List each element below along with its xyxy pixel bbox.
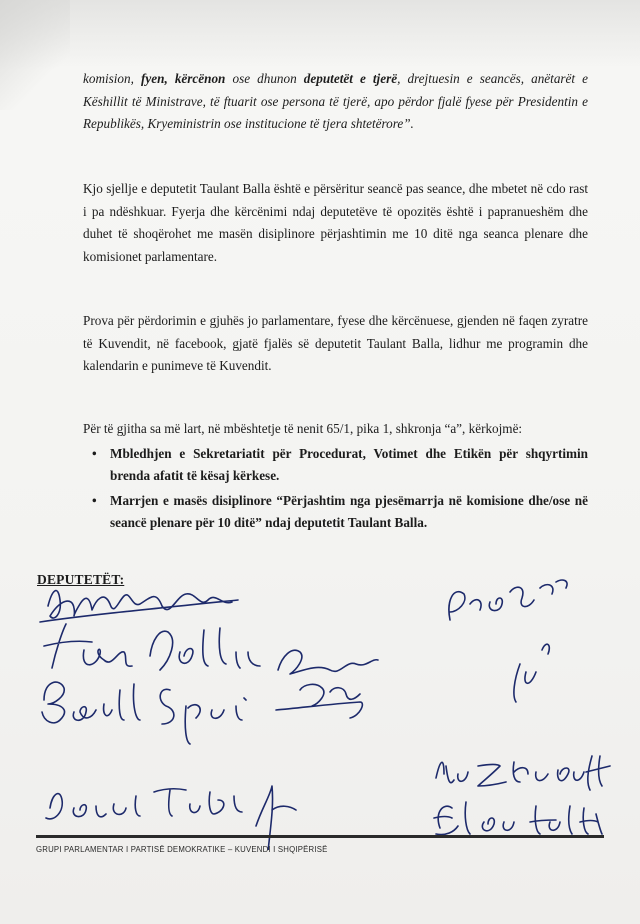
paragraph-evidence: Prova për përdorimin e gjuhës jo parlamentare, fyese dhe kërcënuese, gjenden në faqen zyratre të Kuvendit, në facebook, gjatë fjalës së deputetit Taulant Balla, lidhur me programin dhe kalendarin e punimeve të Kuvendit.	[83, 313, 588, 374]
signatures-heading: DEPUTETËT:	[37, 572, 125, 587]
emphasis-text: deputetët e tjerë	[303, 71, 398, 86]
signature-zhupa	[436, 762, 584, 786]
request-item-text: Mbledhjen e Sekretariatit për Procedurat, Votimet dhe Etikën për shqyrtimin brenda afatit të kësaj kërkese.	[110, 445, 588, 484]
bullet-icon: •	[92, 492, 97, 508]
signature-mark-mid-right	[514, 644, 549, 702]
signature-terbuni-flourish	[256, 786, 296, 850]
request-item-text: Marrjen e masës disiplinore “Përjashtim nga pjesëmarrja në komisione dhe/ose në seancë plenare për 10 ditë” ndaj deputetit Taulant Balla.	[110, 492, 588, 531]
paragraph-text: , drejtuesin e seancës, anëtarët e Këshillit të Ministrave, të ftuarit ose persona të tjerë, apo përdor fjalë fyese për Presidentin e Republikës, Kryeministrin ose institucione të tjera shtetërore”.	[83, 71, 589, 132]
paragraph-offence-definition	[83, 68, 588, 136]
emphasis-text: fyen, kërcënon	[141, 71, 226, 86]
footer-organization: GRUPI PARLAMENTAR I PARTISË DEMOKRATIKE – KUVENDI I SHQIPËRISË	[36, 845, 328, 854]
signature-alibeaj-2	[276, 684, 362, 718]
signatures-area	[0, 560, 640, 850]
paragraph-behaviour: Kjo sjellje e deputetit Taulant Balla është e përsëritur seancë pas seance, dhe mbetet në cdo rast i pa ndëshkuar. Fyerja dhe kërcënimi ndaj deputetëve të opozitës është i papranueshëm dhe duhet të shoqërohet me masën disiplinore përjashtimin me 10 ditë nga seanca plenare dhe komisionet parlamentare.	[83, 181, 588, 264]
signature-alibeaj-1	[278, 650, 378, 674]
signature-kellici-flourish	[40, 600, 238, 622]
request-intro: Për të gjitha sa më lart, në mbështetje të nenit 65/1, pika 1, shkronja “a”, kërkojmë:	[83, 421, 523, 436]
signature-dollini	[44, 624, 260, 670]
request-item	[92, 443, 588, 488]
request-section	[83, 418, 588, 535]
signature-mark-top-right	[449, 580, 567, 620]
signature-kellici	[48, 591, 232, 618]
bullet-icon: •	[92, 445, 97, 461]
signature-spahia	[42, 682, 246, 744]
request-item	[92, 490, 588, 535]
paragraph-text: komision,	[83, 71, 142, 86]
signature-zhupa-mark	[586, 756, 610, 790]
page-shadow	[0, 0, 640, 70]
signature-hoti	[434, 802, 602, 835]
paragraph-text: ose dhunon	[225, 71, 304, 86]
footer-divider	[36, 835, 604, 838]
signature-terbuni	[46, 789, 242, 819]
request-list	[83, 443, 588, 535]
page-corner-fold	[0, 0, 70, 110]
